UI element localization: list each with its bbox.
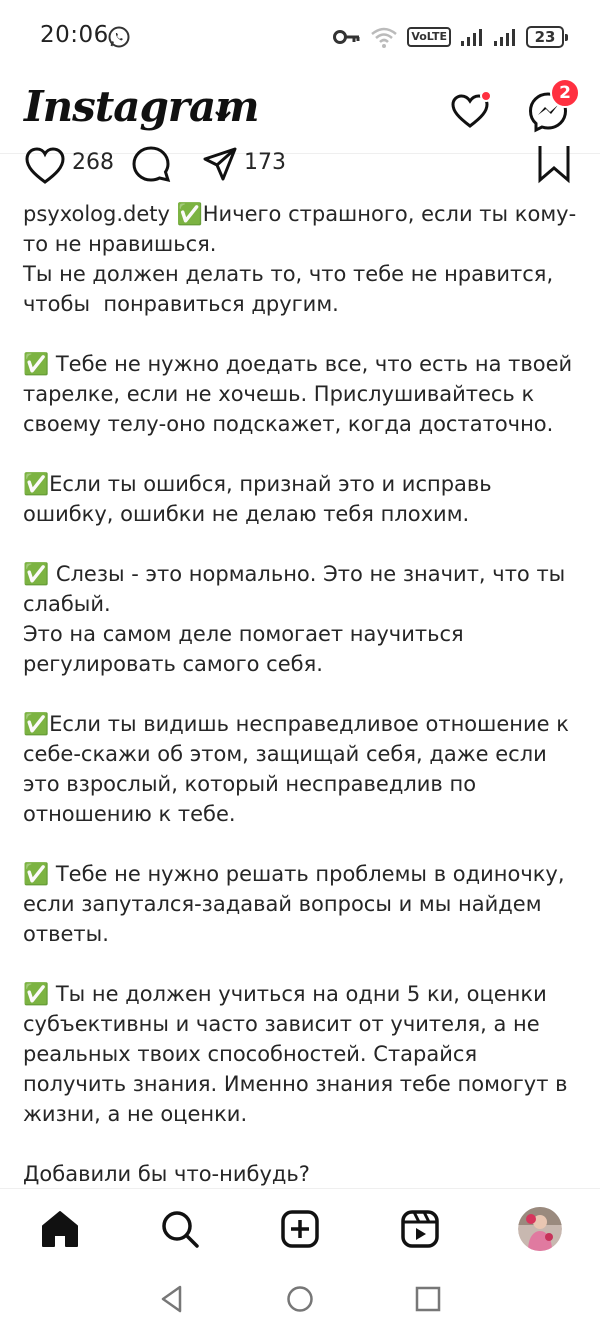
key-icon — [333, 27, 361, 47]
battery-indicator: 23 — [526, 26, 564, 48]
comment-icon[interactable] — [130, 144, 172, 184]
recent-apps-icon[interactable] — [415, 1286, 441, 1312]
bottom-navigation — [0, 1188, 600, 1268]
home-icon[interactable] — [40, 1209, 80, 1249]
search-icon[interactable] — [160, 1209, 200, 1249]
like-count[interactable]: 268 — [72, 150, 114, 175]
status-icons — [333, 24, 564, 50]
caption-question: Добавили бы что-нибудь? — [23, 1162, 310, 1186]
like-icon[interactable] — [24, 144, 66, 184]
status-bar — [0, 0, 600, 76]
volte-badge: VoLTE — [407, 27, 451, 47]
wifi-icon — [370, 26, 398, 48]
back-icon[interactable] — [158, 1284, 186, 1314]
avatar[interactable] — [518, 1207, 562, 1251]
create-icon[interactable] — [280, 1209, 320, 1249]
notification-dot — [480, 90, 492, 102]
system-navigation — [0, 1268, 600, 1331]
home-circle-icon[interactable] — [286, 1285, 314, 1313]
whatsapp-icon — [107, 25, 131, 49]
messages-badge: 2 — [550, 78, 580, 108]
caption-text: ✅Ничего страшного, если ты кому-то не нравишься. Ты не должен делать то, что тебе не нравится, чтобы понравиться другим. ✅ Тебе не нужно доедать все, что есть на твоей тарелке, если не хочешь. Прислушивайтесь к своему телу-оно подскажет, когда достаточно. ✅Если ты ошибся, признай это и исправь ошибку, ошибки не делаю тебя плохим. ✅ Слезы - это нормально. Это не значит, что ты слабый. Это на самом деле помогает научиться регулировать самого себя. ✅Если ты видишь несправедливое отношение к себе-скажи об этом, защищай себя, даже если это взрослый, который несправедлив по отношению к тебе. ✅ Тебе не нужно решать проблемы в одиночку, если запутался-задавай вопросы и мы найдем ответы. ✅ Ты не должен учиться на одни 5 ки, оценки субъективны и часто зависит от учителя, а не реальных твоих способностей. Старайся получить знания. Именно знания тебе помогут в жизни, а не оценки. — [23, 202, 577, 1126]
bookmark-icon[interactable] — [536, 144, 572, 184]
chevron-down-icon[interactable] — [212, 104, 234, 126]
caption-author[interactable]: psyxolog.dety — [23, 202, 170, 226]
share-icon[interactable] — [202, 146, 238, 182]
post-caption — [23, 199, 583, 1129]
share-count[interactable]: 173 — [244, 150, 286, 175]
status-time: 20:06 — [40, 22, 109, 48]
signal-icon — [460, 27, 484, 47]
instagram-logo[interactable]: Instagram — [24, 82, 259, 131]
reels-icon[interactable] — [400, 1209, 440, 1249]
signal-icon — [493, 27, 517, 47]
post-actions — [0, 140, 600, 184]
